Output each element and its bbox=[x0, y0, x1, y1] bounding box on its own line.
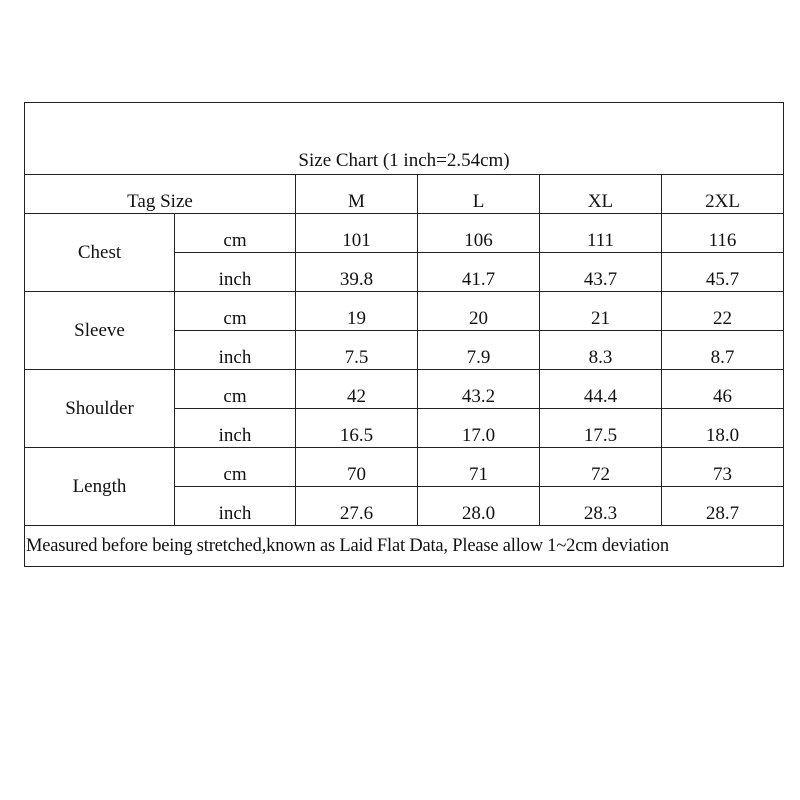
unit-label-cm: cm bbox=[175, 214, 296, 253]
unit-label-inch: inch bbox=[175, 331, 296, 370]
table-cell: 43.2 bbox=[418, 370, 540, 409]
table-cell: 41.7 bbox=[418, 253, 540, 292]
table-cell: 20 bbox=[418, 292, 540, 331]
table-cell: 17.5 bbox=[540, 409, 662, 448]
table-cell: 22 bbox=[662, 292, 784, 331]
table-cell: 7.5 bbox=[296, 331, 418, 370]
table-cell: 28.7 bbox=[662, 487, 784, 526]
table-cell: 28.0 bbox=[418, 487, 540, 526]
table-row bbox=[25, 448, 784, 487]
table-cell: 106 bbox=[418, 214, 540, 253]
table-cell: 8.3 bbox=[540, 331, 662, 370]
table-row bbox=[25, 214, 784, 253]
table-cell: 17.0 bbox=[418, 409, 540, 448]
size-header-2xl: 2XL bbox=[662, 175, 784, 214]
table-cell: 116 bbox=[662, 214, 784, 253]
note-row bbox=[25, 526, 784, 567]
size-header-l: L bbox=[418, 175, 540, 214]
table-cell: 111 bbox=[540, 214, 662, 253]
chart-title: Size Chart (1 inch=2.54cm) bbox=[25, 103, 784, 175]
table-cell: 28.3 bbox=[540, 487, 662, 526]
table-cell: 39.8 bbox=[296, 253, 418, 292]
table-cell: 73 bbox=[662, 448, 784, 487]
table-cell: 19 bbox=[296, 292, 418, 331]
table-cell: 70 bbox=[296, 448, 418, 487]
table-cell: 7.9 bbox=[418, 331, 540, 370]
header-row bbox=[25, 175, 784, 214]
measure-label-chest: Chest bbox=[25, 214, 175, 292]
table-cell: 42 bbox=[296, 370, 418, 409]
table-cell: 71 bbox=[418, 448, 540, 487]
title-row bbox=[25, 103, 784, 175]
table-cell: 18.0 bbox=[662, 409, 784, 448]
unit-label-cm: cm bbox=[175, 370, 296, 409]
measure-label-sleeve: Sleeve bbox=[25, 292, 175, 370]
size-chart-table bbox=[24, 102, 784, 567]
size-header-m: M bbox=[296, 175, 418, 214]
unit-label-inch: inch bbox=[175, 409, 296, 448]
table-cell: 44.4 bbox=[540, 370, 662, 409]
table-cell: 16.5 bbox=[296, 409, 418, 448]
table-cell: 43.7 bbox=[540, 253, 662, 292]
tag-size-label: Tag Size bbox=[25, 175, 296, 214]
unit-label-inch: inch bbox=[175, 253, 296, 292]
unit-label-inch: inch bbox=[175, 487, 296, 526]
unit-label-cm: cm bbox=[175, 292, 296, 331]
table-cell: 72 bbox=[540, 448, 662, 487]
table-cell: 27.6 bbox=[296, 487, 418, 526]
table-row bbox=[25, 370, 784, 409]
unit-label-cm: cm bbox=[175, 448, 296, 487]
table-cell: 8.7 bbox=[662, 331, 784, 370]
table-cell: 21 bbox=[540, 292, 662, 331]
measurement-note: Measured before being stretched,known as Laid Flat Data, Please allow 1~2cm deviation bbox=[25, 526, 784, 567]
table-cell: 101 bbox=[296, 214, 418, 253]
table-row bbox=[25, 292, 784, 331]
table-cell: 45.7 bbox=[662, 253, 784, 292]
size-chart bbox=[24, 102, 783, 568]
measure-label-shoulder: Shoulder bbox=[25, 370, 175, 448]
size-header-xl: XL bbox=[540, 175, 662, 214]
table-cell: 46 bbox=[662, 370, 784, 409]
measure-label-length: Length bbox=[25, 448, 175, 526]
